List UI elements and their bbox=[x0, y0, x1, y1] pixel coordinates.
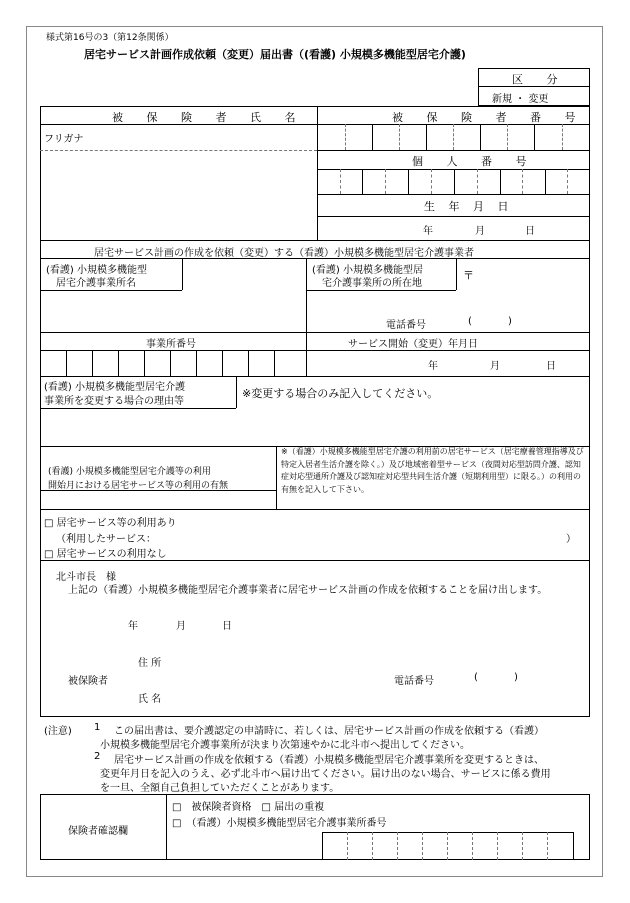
usage-note: ※（看護）小規模多機能型居宅介護の利用前の居宅サービス（居宅療養管理指導及び特定入居者生活介護を除く。）及び地域密着型サービス（夜間対応型訪問介護、認知症対応型通所介護及び認知症対応型共同生活介護（短期利用型）に限る。）の利用の有無を記入して下さい。 bbox=[281, 447, 584, 494]
applicant-address-field[interactable] bbox=[180, 650, 580, 666]
birthdate-header: 生 年 月 日 bbox=[424, 200, 514, 213]
insured-number-header: 被 保 険 者 番 号 bbox=[392, 111, 586, 124]
usage-yes-label: 居宅サービス等の利用あり bbox=[56, 518, 177, 529]
used-services-field[interactable] bbox=[210, 528, 560, 542]
insurer-check-office[interactable]: □ （看護）小規模多機能型居宅介護事業所番号 bbox=[172, 818, 387, 829]
usage-no-option[interactable] bbox=[44, 545, 167, 560]
used-services-label: （利用したサービス： bbox=[56, 534, 156, 545]
provider-section-header: 居宅サービス計画の作成を依頼（変更）する（看護）小規模多機能型居宅介護事業者 bbox=[94, 248, 474, 259]
applicant-phone-field[interactable] bbox=[482, 670, 512, 686]
provider-address-field[interactable] bbox=[476, 260, 588, 288]
usage-yes-checkbox[interactable]: □ bbox=[44, 518, 54, 529]
form-number: 様式第16号の3（第12条関係） bbox=[46, 33, 174, 43]
usage-label: (看護) 小規模多機能型居宅介護等の利用 bbox=[48, 467, 211, 477]
category-value[interactable]: 新規 ・ 変更 bbox=[492, 94, 549, 105]
provider-name-field[interactable] bbox=[184, 260, 304, 330]
provider-name-label: (看護) 小規模多機能型 bbox=[46, 265, 147, 276]
addressee: 北斗市長 様 bbox=[56, 572, 116, 583]
declaration: 上記の（看護）小規模多機能型居宅介護事業者に居宅サービス計画の作成を依頼することを届け出します。 bbox=[68, 585, 548, 596]
reason-label: (看護) 小規模多機能型居宅介護 bbox=[44, 382, 185, 393]
provider-phone-field[interactable] bbox=[476, 313, 506, 329]
address-label: 住 所 bbox=[138, 658, 162, 669]
provider-address-label: (看護) 小規模多機能型居 bbox=[312, 265, 423, 276]
form-page: 様式第16号の3（第12条関係） 居宅サービス計画作成依頼（変更）届出書（(看護) 小規模多機能型居宅介護) 区 分 新規 ・ 変更 被 保 険 者 氏 名 被 保 険 者 番 号 フリガナ 個 人 番 号 生 年 月 日 年 月 日 居宅サービス計画の作成を依頼（変更）する（看護）小規模多機能型居宅介護事業者 (看護) 小規模多機能型 居宅介護事業所名 (看護) 小規模多機能型居 宅介護事業所の所在地 〒 電話番号 ( ) 事業所番号 サービス開始（変更）年月日 年 月 日 (看護) 小規模多機能型居宅介護 事業所を変更する場合の理由等 ※変更する場合のみ記入してください。 (看護) 小規模多機能型居宅介護等の利用 開始月における居宅サービス等の利用の有無 ※（看護）小規模多機能型居宅介護の利用前の居宅サービス（居宅療養管理指導及び特定入居者生活介護を除く。）及び地域密着型サービス（夜間対応型訪問介護、認知症対応型通所介護及び認知症対応型共同生活介護（短期利用型）に限る。）の利用の有無を記入して下さい。 □ 居宅サービス等の利用あり （利用したサービス： ） □ 居宅サービスの利用なし 北斗市長 様 上記の（看護）小規模多機能型居宅介護事業者に居宅サービス計画の作成を依頼することを届け出します。 年 月 日 住 所 被保険者 電話番号 ( ) 氏 名 (注意) 1 この届出書は、要介護認定の申請時に、若しくは、居宅サービス計画の作成を依頼する（看護） 小規模多機能型居宅介護事業所が決まり次第速やかに北斗市へ提出してください。 2 居宅サービス計画の作成を依頼する（看護）小規模多機能型居宅介護事業所を変更するときは、 変更年月日を記入のうえ、必ず北斗市へ届け出てください。届け出のない場合、サービスに係る費用 を一旦、全額自己負担していただくことがあります。 保険者確認欄 □ 被保険者資格 □ 届出の重複 □ （看護）小規模多機能型居宅介護事業所番号 bbox=[0, 0, 630, 903]
office-number-header: 事業所番号 bbox=[146, 339, 196, 350]
furigana-label: フリガナ bbox=[44, 134, 84, 145]
category-label: 区 分 bbox=[512, 73, 568, 86]
personal-number-header: 個 人 番 号 bbox=[412, 155, 537, 168]
service-start-header: サービス開始（変更）年月日 bbox=[348, 339, 478, 350]
insurer-check-eligibility[interactable]: □ 被保険者資格 □ 届出の重複 bbox=[172, 802, 325, 813]
postal-mark: 〒 bbox=[463, 269, 474, 282]
insured-name-field[interactable] bbox=[42, 152, 315, 238]
reason-field[interactable] bbox=[42, 410, 588, 444]
applicant-name-field[interactable] bbox=[180, 686, 580, 702]
insured-name-header: 被 保 険 者 氏 名 bbox=[112, 111, 306, 124]
usage-yes-option[interactable] bbox=[44, 514, 177, 529]
applicant-phone-label: 電話番号 bbox=[394, 676, 434, 687]
name-label: 氏 名 bbox=[138, 694, 162, 705]
reason-note: ※変更する場合のみ記入してください。 bbox=[242, 387, 439, 400]
form-title: 居宅サービス計画作成依頼（変更）届出書（(看護) 小規模多機能型居宅介護) bbox=[84, 48, 466, 61]
usage-no-checkbox[interactable]: □ bbox=[44, 549, 54, 560]
provider-phone-label: 電話番号 bbox=[386, 320, 426, 331]
insurer-check-label: 保険者確認欄 bbox=[68, 826, 128, 837]
insured-label: 被保険者 bbox=[68, 676, 108, 687]
usage-no-label: 居宅サービスの利用なし bbox=[56, 549, 167, 560]
insurer-office-number-boxes[interactable] bbox=[322, 832, 574, 860]
